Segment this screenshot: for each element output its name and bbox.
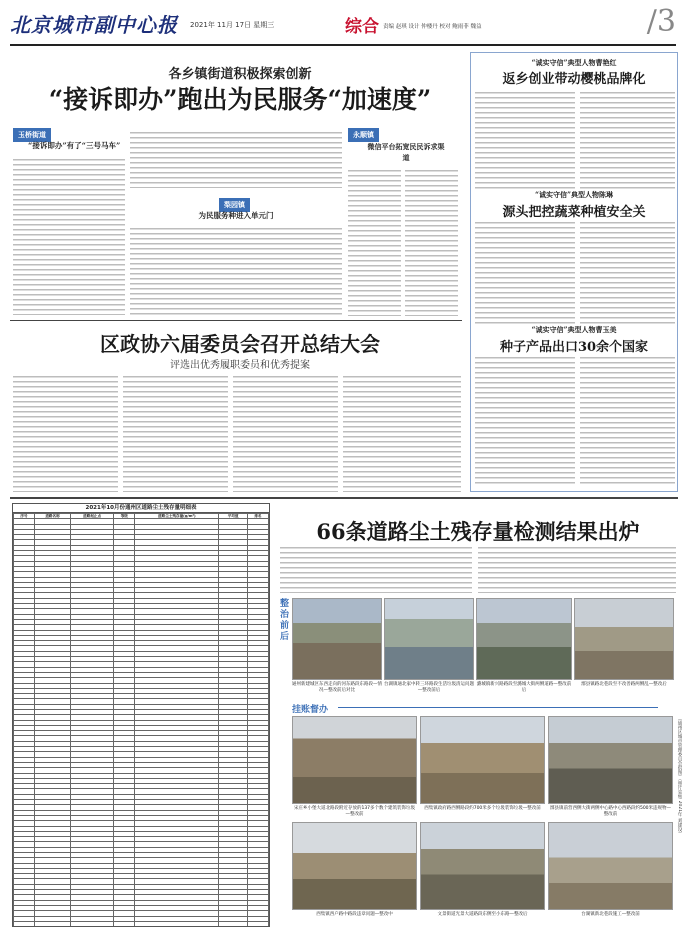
dust-table bbox=[13, 513, 269, 927]
section-title: 综合 bbox=[345, 17, 379, 37]
table-header-grade: 等级 bbox=[114, 514, 135, 519]
photo-supervise-2 bbox=[420, 716, 545, 804]
right-area-tag: 永顺镇 bbox=[348, 128, 379, 142]
right-article-body-a bbox=[348, 168, 401, 316]
photo-caption-4: 漷县镇路北巷段至不改善路两侧乱—整改后 bbox=[581, 682, 667, 687]
photo-caption-8: 西集镇西户路中路段违章问题—整改中 bbox=[316, 912, 393, 917]
before-after-label: 整治前后 bbox=[278, 598, 288, 642]
profile2-title: 源头把控蔬菜种植安全关 bbox=[502, 205, 646, 220]
left-article-body bbox=[13, 157, 125, 315]
table-header-section: 道路起止点 bbox=[70, 514, 113, 519]
dust-body-a bbox=[280, 545, 472, 593]
newspaper-logo: 北京城市副中心报 bbox=[10, 13, 178, 37]
page-number: /3 bbox=[646, 4, 676, 39]
divider-line bbox=[10, 320, 462, 321]
section-editors: 责编 赵琪 设计 仲楼丹 校对 鲍雨菲 魏益 bbox=[383, 24, 482, 30]
profile1-body-a bbox=[475, 90, 575, 190]
table-header-road: 道路名称 bbox=[35, 514, 71, 519]
table-header-value: 道路尘土残存量(g/m²) bbox=[135, 514, 219, 519]
profile3-title: 种子产品出口30余个国家 bbox=[499, 340, 649, 355]
middle-area-subhead: 为民服务种进入单元门 bbox=[198, 211, 274, 220]
photo-before-4 bbox=[574, 598, 674, 680]
profile3-header: “诚实守信”典型人物曹玉美 bbox=[531, 325, 617, 334]
photo-caption-1: 通州新建城区东西走向的河东路段东路段—情况—整改前后对比 bbox=[292, 682, 382, 693]
photo-caption-9: 文景街道光景大道路段东侧至小东路—整改后 bbox=[437, 912, 528, 917]
cppcc-body-1 bbox=[13, 374, 118, 492]
photo-supervise-5 bbox=[420, 822, 545, 910]
photo-caption-6: 西集镇政府路西侧路段约700米多个垃圾装饰垃圾—整改前 bbox=[424, 806, 541, 811]
dust-table-container bbox=[12, 503, 270, 927]
cppcc-body-3 bbox=[233, 374, 338, 492]
profile2-body-a bbox=[475, 220, 575, 325]
photo-supervise-3 bbox=[548, 716, 673, 804]
photo-caption-2: 台湖镇通北家中转三环路段生活垃圾清运问题—整改前后 bbox=[384, 682, 474, 693]
cppcc-body-4 bbox=[343, 374, 461, 492]
middle-article-body bbox=[130, 226, 342, 316]
profile2-header: “诚实守信”典型人物陈琳 bbox=[534, 190, 614, 199]
photo-before-2 bbox=[384, 598, 474, 680]
photo-caption-5: 宋庄乡小堡大道北路段附近存放的137多个数个建筑装饰垃圾—整改前 bbox=[293, 806, 416, 817]
right-article-body-b bbox=[405, 168, 458, 316]
photo-before-3 bbox=[476, 598, 572, 680]
top-story-kicker: 各乡镇街道积极探索创新 bbox=[168, 67, 312, 82]
table-header-index: 序号 bbox=[14, 514, 35, 519]
table-header-rank: 排名 bbox=[247, 514, 268, 519]
photo-caption-7: 漷县镇前营西侧大街两侧中心路中心西路段约500米违规物—整改前 bbox=[549, 806, 672, 817]
section-divider bbox=[10, 497, 678, 499]
left-area-subhead: “接诉即办”有了“三号马车” bbox=[28, 141, 121, 150]
photo-caption-3: 潞城镇新兴路路段至潞城大街两侧道路—整改前后 bbox=[476, 682, 572, 693]
cppcc-headline: 区政协六届委员会召开总结大会 bbox=[100, 332, 380, 356]
right-area-subhead: 微信平台拓宽民民诉求渠道 bbox=[367, 142, 445, 162]
photo-before-1 bbox=[292, 598, 382, 680]
dust-table-body bbox=[14, 519, 269, 927]
table-header-average: 平均值 bbox=[219, 514, 247, 519]
dust-table-title: 2021年10月份通州区道路尘土残存量明细表 bbox=[13, 504, 269, 513]
cppcc-subheadline: 评选出优秀履职委员和优秀提案 bbox=[170, 360, 310, 371]
profile3-body-a bbox=[475, 355, 575, 487]
masthead bbox=[10, 4, 676, 46]
cppcc-body-2 bbox=[123, 374, 228, 492]
supervision-label: 挂账督办 bbox=[292, 705, 329, 715]
photo-supervise-6 bbox=[548, 822, 673, 910]
photo-supervise-4 bbox=[292, 822, 417, 910]
profile2-body-b bbox=[580, 220, 675, 325]
photo-credit: （通州区城市管理委员会供图）（照片采集 2021年 刘建设） bbox=[677, 716, 682, 837]
dust-body-b bbox=[478, 545, 676, 593]
left-area-tag: 玉桥街道 bbox=[13, 128, 51, 142]
top-story-headline: “接诉即办”跑出为民服务“加速度” bbox=[48, 85, 432, 114]
profile1-body-b bbox=[580, 90, 675, 190]
photo-supervise-1 bbox=[292, 716, 417, 804]
middle-area-tag: 梨园镇 bbox=[219, 198, 250, 212]
profile1-title: 返乡创业带动樱桃品牌化 bbox=[502, 72, 646, 87]
dust-headline: 66条道路尘土残存量检测结果出炉 bbox=[316, 519, 640, 544]
profile3-body-b bbox=[580, 355, 675, 487]
top-story-lead-body bbox=[130, 130, 342, 188]
profile1-header: “诚实守信”典型人物曹艳红 bbox=[531, 58, 617, 67]
supervision-rule bbox=[338, 707, 658, 708]
photo-caption-10: 台湖镇新北巷段施工—整改前 bbox=[581, 912, 640, 917]
issue-date: 2021年 11月 17日 星期三 bbox=[190, 21, 275, 29]
